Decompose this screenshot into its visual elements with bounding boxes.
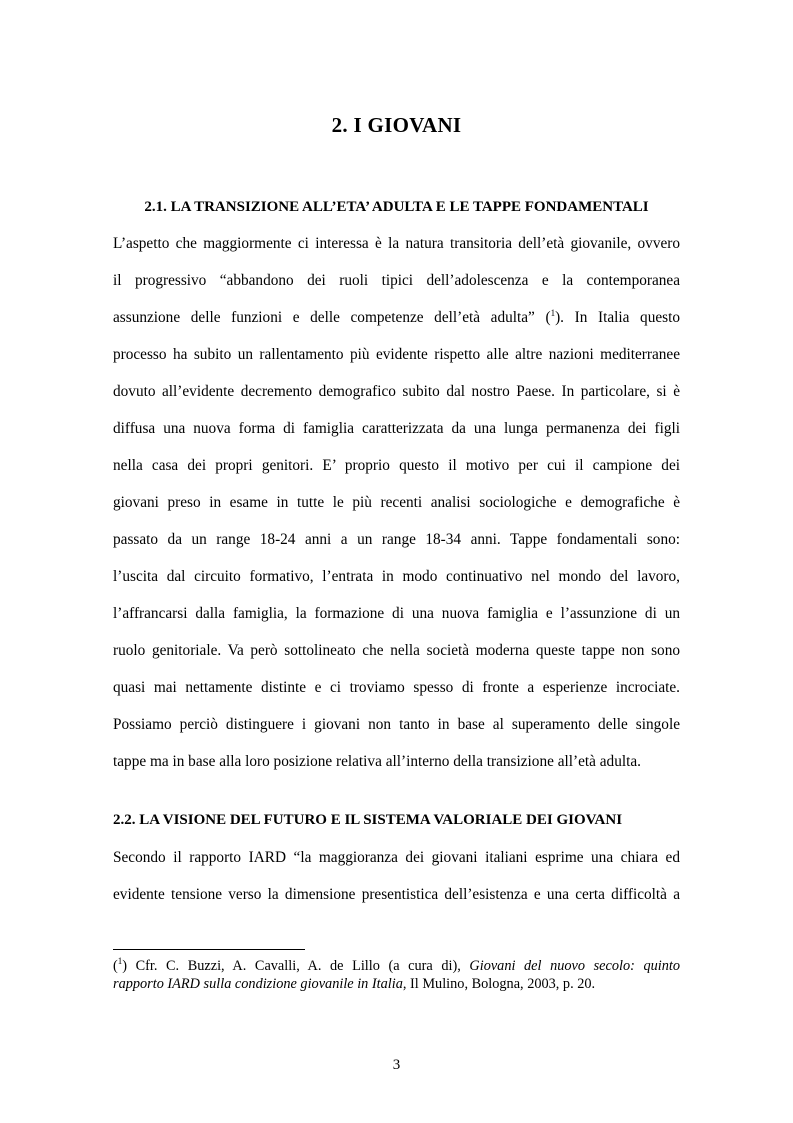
- footnote-title: rapporto IARD sulla condizione giovanile in Italia: [113, 976, 403, 992]
- footnote-paren: (: [113, 958, 118, 974]
- page-number: 3: [392, 1057, 401, 1073]
- body-line-with-footnote-ref: [113, 308, 680, 328]
- body-line: L’aspetto che maggiormente ci interessa è la natura transitoria dell’età giovanile, ovvero: [113, 235, 680, 252]
- footnote-title: Giovani del nuovo secolo: quinto: [469, 958, 680, 974]
- footnote-number: 1: [117, 956, 123, 966]
- body-line: giovani preso in esame in tutte le più recenti analisi sociologiche e demografiche è: [113, 494, 680, 511]
- body-line: Possiamo perciò distinguere i giovani non tanto in base al superamento delle singole: [113, 716, 680, 733]
- body-line: il progressivo “abbandono dei ruoli tipici dell’adolescenza e la contemporanea: [113, 272, 680, 289]
- footnote-publisher: , Il Mulino, Bologna, 2003, p. 20.: [402, 976, 596, 992]
- footnote-line: [113, 975, 680, 993]
- chapter-title: 2. I GIOVANI: [331, 113, 462, 137]
- body-line: diffusa una nuova forma di famiglia caratterizzata da una lunga permanenza dei figli: [113, 420, 680, 437]
- body-line: dovuto all’evidente decremento demografico subito dal nostro Paese. In particolare, si è: [113, 383, 680, 400]
- body-line: passato da un range 18-24 anni a un range 18-34 anni. Tappe fondamentali sono:: [113, 531, 680, 548]
- body-line: Secondo il rapporto IARD “la maggioranza dei giovani italiani esprime una chiara ed: [113, 849, 680, 866]
- body-line: l’uscita dal circuito formativo, l’entrata in modo continuativo nel mondo del lavoro,: [113, 568, 680, 585]
- body-line: tappe ma in base alla loro posizione relativa all’interno della transizione all’età adulta.: [113, 753, 641, 770]
- body-line: quasi mai nettamente distinte e ci troviamo spesso di fronte a esperienze incrociate.: [113, 679, 680, 696]
- footnote-ref: 1: [550, 308, 556, 318]
- body-line: evidente tensione verso la dimensione presentistica dell’esistenza e una certa difficoltà a: [113, 886, 680, 903]
- footnote-separator: [113, 949, 305, 950]
- body-line: l’affrancarsi dalla famiglia, la formazione di una nuova famiglia e l’assunzione di un: [113, 605, 680, 622]
- section-heading-2-1: 2.1. LA TRANSIZIONE ALL’ETA’ ADULTA E LE TAPPE FONDAMENTALI: [144, 199, 649, 215]
- footnote-authors: ) Cfr. C. Buzzi, A. Cavalli, A. de Lillo (a cura di),: [122, 958, 470, 974]
- section-heading-2-2: 2.2. LA VISIONE DEL FUTURO E IL SISTEMA VALORIALE DEI GIOVANI: [113, 812, 623, 828]
- body-text: assunzione delle funzioni e delle competenze dell’età adulta” (: [113, 309, 551, 326]
- body-text: ). In Italia questo: [555, 309, 680, 326]
- body-line: nella casa dei propri genitori. E’ proprio questo il motivo per cui il campione dei: [113, 457, 680, 474]
- body-line: processo ha subito un rallentamento più evidente rispetto alle altre nazioni mediterranee: [113, 346, 680, 363]
- footnote-line: [113, 957, 680, 975]
- body-line: ruolo genitoriale. Va però sottolineato che nella società moderna queste tappe non sono: [113, 642, 680, 659]
